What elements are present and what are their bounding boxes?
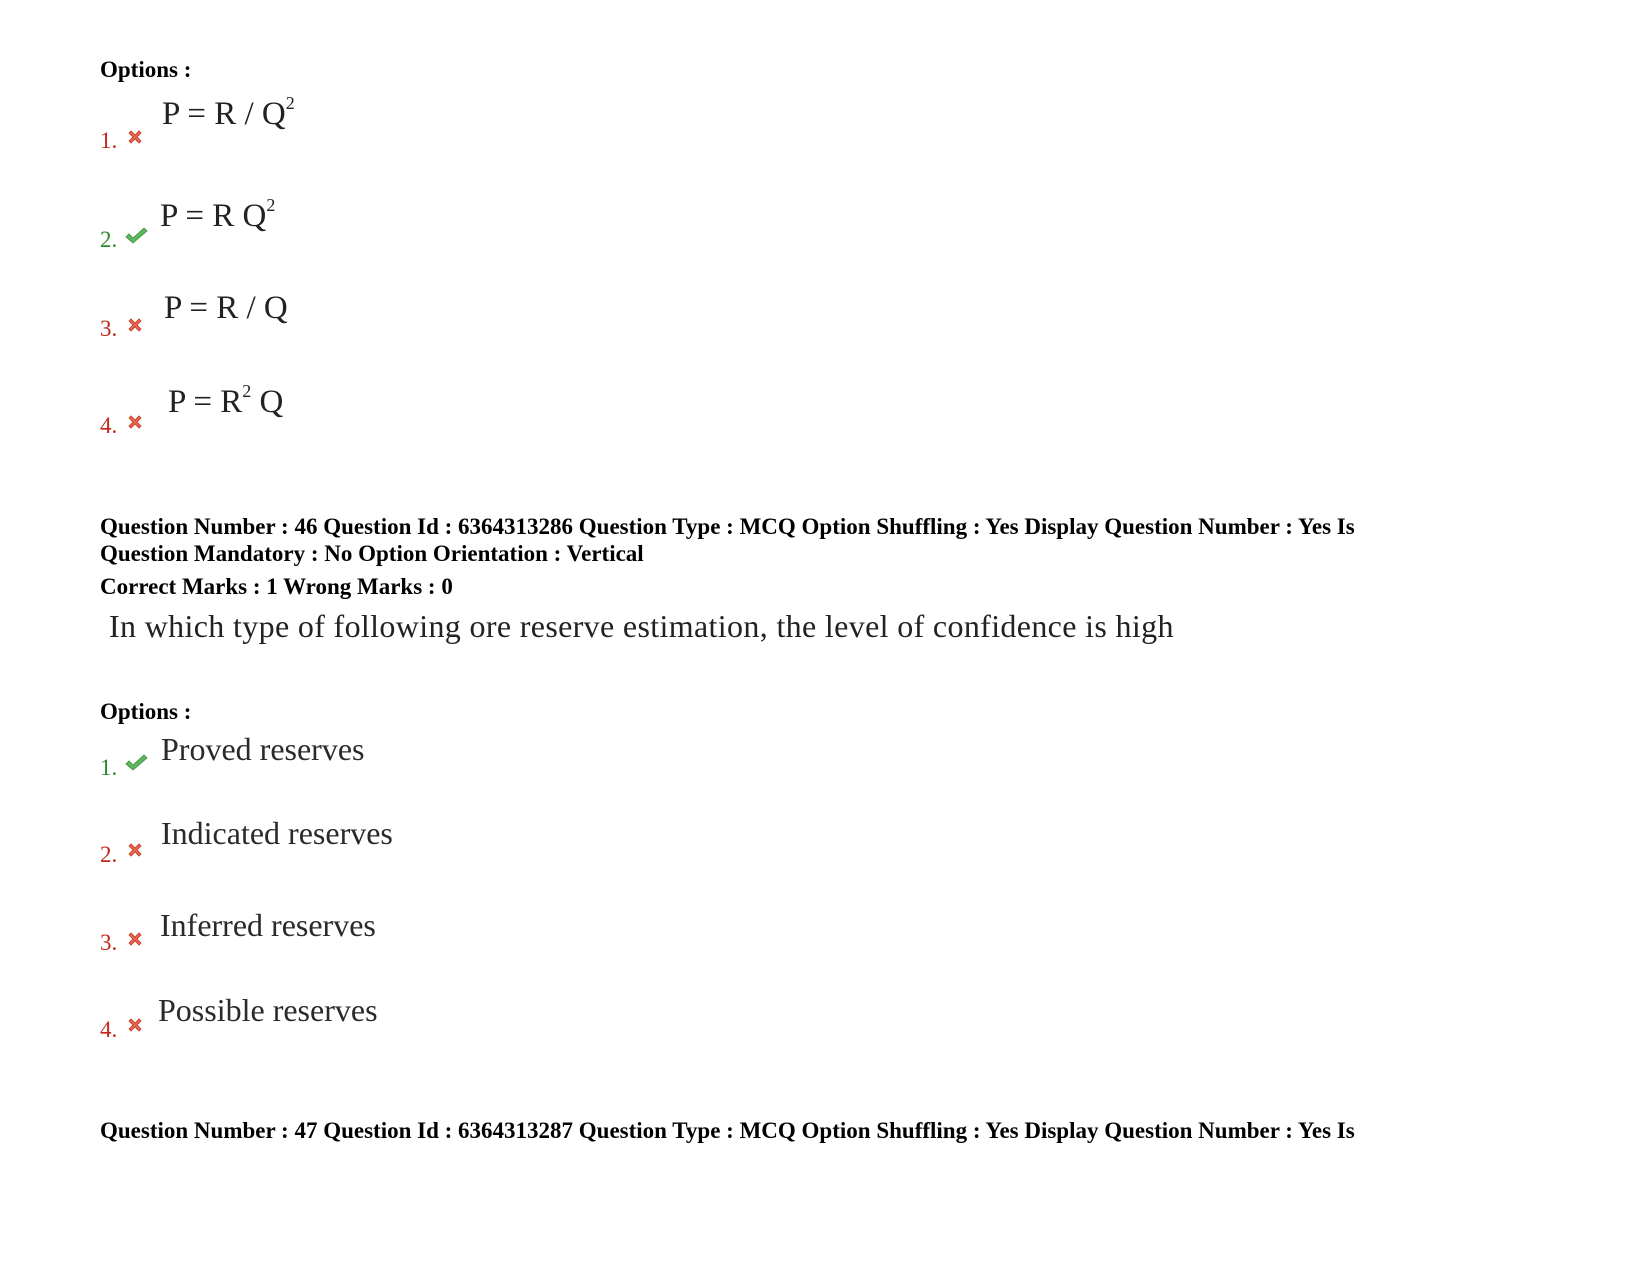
question-text: In which type of following ore reserve estimation, the level of confidence is high <box>109 608 1174 644</box>
option-row <box>100 930 117 956</box>
option-text: Indicated reserves <box>161 815 393 851</box>
option-formula: P = R $Q^2$ <box>160 195 276 234</box>
option-row <box>100 755 117 781</box>
option-number: 3. <box>100 316 118 341</box>
option-number: 4. <box>100 413 118 438</box>
question-meta: Question Number : 46 Question Id : 6364313286 Question Type : MCQ Option Shuffling : Yes Display Question Number : Yes Is <box>100 514 1355 539</box>
option-number: 2. <box>100 842 118 867</box>
option-row <box>100 1017 117 1043</box>
option-row <box>100 227 117 253</box>
option-formula: $P = R / Q^2$ <box>162 93 295 132</box>
option-row <box>100 128 117 154</box>
option-number: 2. <box>100 227 118 252</box>
correct-check-icon <box>124 753 148 773</box>
option-number: 4. <box>100 1017 118 1042</box>
option-row <box>100 413 117 439</box>
wrong-cross-icon <box>125 1015 145 1035</box>
question-marks: Correct Marks : 1 Wrong Marks : 0 <box>100 574 453 599</box>
option-number: 3. <box>100 930 118 955</box>
option-row <box>100 316 117 342</box>
options-label: Options : <box>100 699 192 724</box>
option-number: 1. <box>100 128 118 153</box>
wrong-cross-icon <box>125 929 145 949</box>
options-label: Options : <box>100 57 192 82</box>
option-text: Proved reserves <box>161 731 365 767</box>
option-row <box>100 842 117 868</box>
wrong-cross-icon <box>125 315 145 335</box>
option-text: Possible reserves <box>158 992 378 1028</box>
question-meta: Question Number : 47 Question Id : 6364313287 Question Type : MCQ Option Shuffling : Yes Display Question Number : Yes Is <box>100 1118 1355 1143</box>
option-formula: $P = R^2$ Q <box>168 381 284 420</box>
question-meta: Question Mandatory : No Option Orientation : Vertical <box>100 541 644 566</box>
correct-check-icon <box>124 226 148 246</box>
wrong-cross-icon <box>125 412 145 432</box>
wrong-cross-icon <box>125 840 145 860</box>
option-number: 1. <box>100 755 118 780</box>
option-text: Inferred reserves <box>160 907 376 943</box>
wrong-cross-icon <box>125 127 145 147</box>
option-formula: P = R / Q <box>164 290 288 326</box>
